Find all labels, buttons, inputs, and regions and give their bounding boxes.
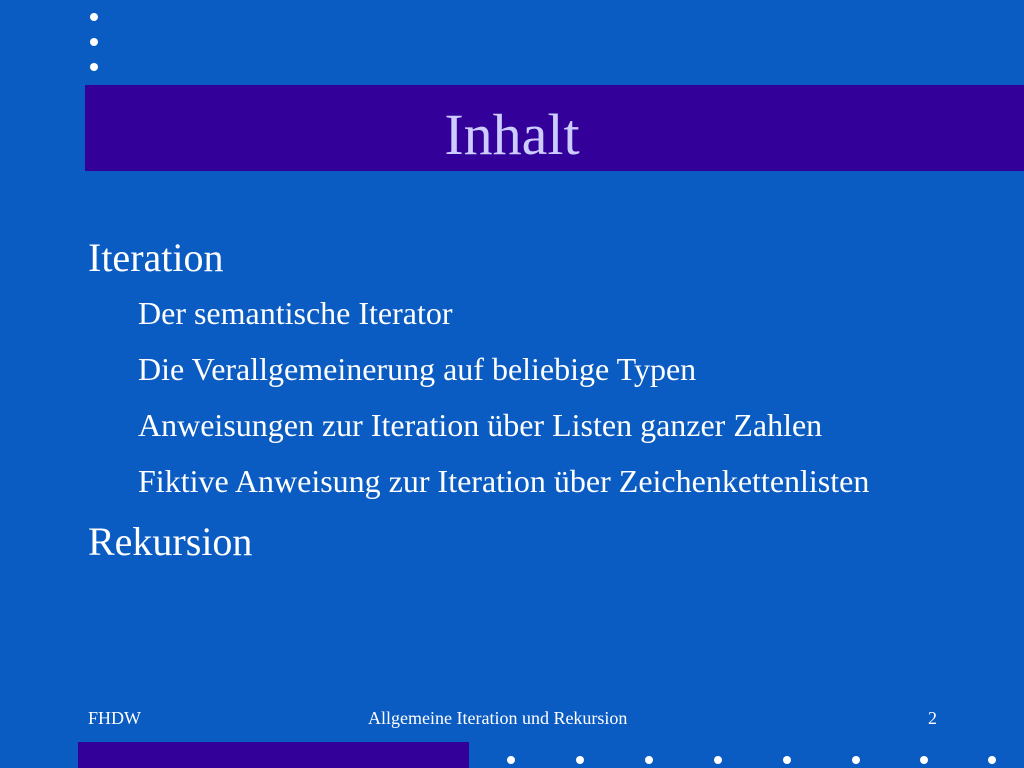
- slide-content: [88, 230, 988, 570]
- dot-icon: [645, 756, 653, 764]
- bullet-item: Anweisungen zur Iteration über Listen ganzer Zahlen: [138, 407, 823, 443]
- footer-left-text: FHDW: [88, 708, 141, 728]
- dot-icon: [90, 38, 98, 46]
- dot-icon: [988, 756, 996, 764]
- dot-icon: [576, 756, 584, 764]
- dot-icon: [90, 63, 98, 71]
- bullet-item: Die Verallgemeinerung auf beliebige Typen: [138, 351, 697, 387]
- slide-title: Inhalt: [444, 102, 580, 167]
- dot-icon: [507, 756, 515, 764]
- bullet-item: Der semantische Iterator: [138, 295, 453, 331]
- dot-icon: [783, 756, 791, 764]
- dot-icon: [714, 756, 722, 764]
- dot-icon: [852, 756, 860, 764]
- section-heading-iteration: Iteration: [88, 235, 224, 280]
- bottom-bar: [78, 742, 469, 768]
- dot-icon: [920, 756, 928, 764]
- page-number: 2: [928, 708, 937, 728]
- dot-icon: [90, 13, 98, 21]
- footer-title: Allgemeine Iteration und Rekursion: [368, 708, 628, 728]
- section-heading-rekursion: Rekursion: [88, 519, 253, 564]
- bullet-item: Fiktive Anweisung zur Iteration über Zeichenkettenlisten: [138, 463, 870, 499]
